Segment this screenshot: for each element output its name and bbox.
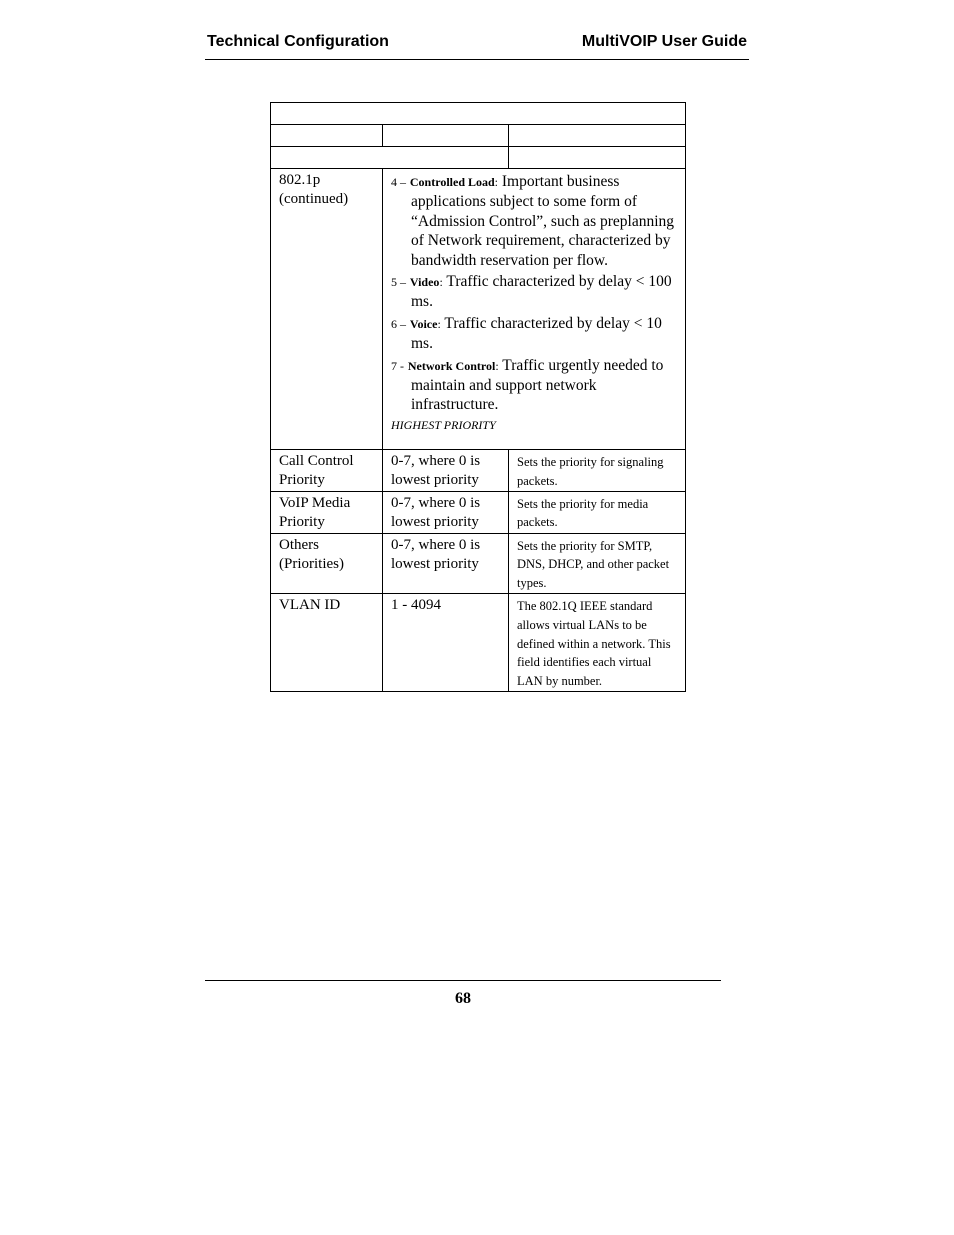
- footer-rule: [205, 980, 721, 981]
- ethernet-settings-table: [270, 102, 686, 692]
- description-cell: The 802.1Q IEEE standard allows virtual LANs to be defined within a network. This field identifies each virtual LAN by number.: [509, 593, 686, 691]
- values-cell: 0-7, where 0 is lowest priority: [383, 491, 509, 533]
- header-section-title: Technical Configuration: [207, 33, 389, 50]
- table-subheader-row: [271, 147, 686, 169]
- subheader-cell-left: [271, 147, 509, 169]
- table-row: [271, 593, 686, 691]
- table-title-row: [271, 103, 686, 125]
- table-row: [271, 491, 686, 533]
- description-cell: Sets the priority for signaling packets.: [509, 450, 686, 492]
- field-cell: [271, 169, 383, 450]
- priority-entry-4: 4 – Controlled Load: Important business applications subject to some form of “Admission Control”, such as preplanning of Network requirement, characterized by bandwidth reservation per flow.: [391, 173, 675, 269]
- field-cell: Others (Priorities): [271, 533, 383, 593]
- values-cell: 1 - 4094: [383, 593, 509, 691]
- table-row: [271, 533, 686, 593]
- table-row: [271, 169, 686, 450]
- values-cell: 0-7, where 0 is lowest priority: [383, 533, 509, 593]
- header-cell-description: [509, 125, 686, 147]
- page-number: 68: [455, 990, 471, 1007]
- table-row: [271, 450, 686, 492]
- priority-entry-6: 6 – Voice: Traffic characterized by delay < 10 ms.: [391, 314, 662, 353]
- field-label: 802.1p: [279, 172, 321, 188]
- values-cell: 0-7, where 0 is lowest priority: [383, 450, 509, 492]
- field-cell: Call Control Priority: [271, 450, 383, 492]
- field-cell: VoIP Media Priority: [271, 491, 383, 533]
- priority-levels-cell: [383, 169, 686, 450]
- priority-entry-7: 7 - Network Control: Traffic urgently needed to maintain and support network infrastructure.: [391, 356, 664, 414]
- subheader-cell-right: [509, 147, 686, 169]
- header-guide-title: MultiVOIP User Guide: [581, 33, 747, 50]
- highest-priority-note: HIGHEST PRIORITY: [391, 417, 496, 432]
- header-cell-field: [271, 125, 383, 147]
- table-header-row: [271, 125, 686, 147]
- field-cell: VLAN ID: [271, 593, 383, 691]
- page-header: [205, 30, 749, 60]
- field-label-continued: (continued): [279, 191, 349, 207]
- description-cell: Sets the priority for media packets.: [509, 491, 686, 533]
- header-cell-values: [383, 125, 509, 147]
- priority-entry-5: 5 – Video: Traffic characterized by delay < 100 ms.: [391, 273, 672, 311]
- description-cell: Sets the priority for SMTP, DNS, DHCP, and other packet types.: [509, 533, 686, 593]
- table-title-cell: [271, 103, 686, 125]
